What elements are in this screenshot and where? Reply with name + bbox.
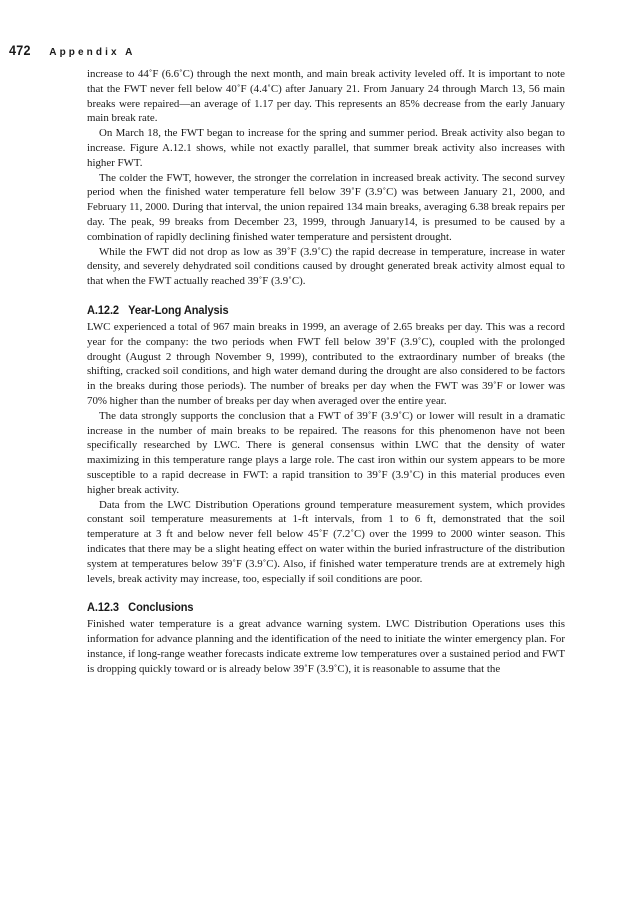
paragraph: increase to 44˚F (6.6˚C) through the next month, and main break activity leveled off. It is important to note that the FWT never fell below 40˚F (4.4˚C) after January 21. From January 24 through March 13, 56 main breaks were repaired—an average of 1.17 per day. This represents an 85% decrease from the early January main break rate.	[87, 68, 565, 125]
paragraph: The data strongly supports the conclusion that a FWT of 39˚F (3.9˚C) or lower will result in a dramatic increase in the number of main breaks to be repaired. The reasons for this phenomenon have not been specifically researched by LWC. There is general consensus within LWC that the density of water maximizing in this temperature range plays a large role. The cast iron within our system appears to be more susceptible to a rapid decrease in FWT: a rapid transition to 39˚F (3.9˚C) in this material produces even higher break activity.	[87, 409, 565, 496]
paragraph: LWC experienced a total of 967 main breaks in 1999, an average of 2.65 breaks per day. This was a record year for the company: the two periods when FWT fell below 39˚F (3.9˚C), coupled with the prolonged drought (August 2 through November 9, 1999), contributed to the extraordinary number of breaks (the shifting, cracked soil conditions, and high water demand during the drought are also considered to be factors in the breaks during those periods). The number of breaks per day when the FWT was 39˚F or lower was 70% higher than the number of breaks per day when averaged over the entire year.	[87, 320, 565, 407]
running-head: Appendix A	[49, 47, 136, 58]
page-header	[9, 42, 135, 62]
section-number: A.12.3	[87, 600, 119, 615]
page-number: 472	[9, 42, 31, 58]
paragraph: The colder the FWT, however, the stronger the correlation in increased break activity. The second survey period when the finished water temperature fell below 39˚F (3.9˚C) was between January 21, 2000, and February 11, 2000. During that interval, the union repaired 134 main breaks, averaging 6.38 break repairs per day. The peak, 99 breaks from December 23, 1999, through January14, is presumed to be caused by a combination of rapidly declining finished water temperature and persistent drought.	[87, 171, 565, 243]
section-title: Conclusions	[128, 600, 194, 615]
paragraph: On March 18, the FWT began to increase for the spring and summer period. Break activity also began to increase. Figure A.12.1 shows, while not exactly parallel, that summer break activity also increases with higher FWT.	[87, 127, 565, 169]
section-title: Year-Long Analysis	[128, 302, 229, 317]
section-number: A.12.2	[87, 302, 119, 317]
section-heading-year-long	[87, 303, 527, 318]
section-heading-conclusions	[87, 600, 527, 615]
paragraph: Finished water temperature is a great advance warning system. LWC Distribution Operations uses this information for advance planning and the identification of the need to initiate the winter emergency plan. For instance, if long-range weather forecasts indicate extreme low temperatures over a sustained period and FWT is dropping quickly toward or is already below 39˚F (3.9˚C), it is reasonable to assume that the	[87, 618, 565, 675]
paragraph: While the FWT did not drop as low as 39˚F (3.9˚C) the rapid decrease in temperature, increase in water density, and severely dehydrated soil conditions caused by drought generated break activity almost equal to that when the FWT actually reached 39˚F (3.9˚C).	[87, 245, 565, 288]
paragraph: Data from the LWC Distribution Operations ground temperature measurement system, which provides constant soil temperature measurements at 1-ft intervals, from 1 to 6 ft, demonstrated that the soil temperature at 3 ft and below never fell below 45˚F (7.2˚C) over the 1999 to 2000 winter season. This indicates that there may be a slight heating effect on water within the buried infrastructure of the distribution system at temperatures below 39˚F (3.9˚C). Also, if finished water temperature trends are at extremely high levels, break activity may increase, too, especially if soil conditions are poor.	[87, 498, 565, 585]
body-text	[87, 67, 565, 676]
